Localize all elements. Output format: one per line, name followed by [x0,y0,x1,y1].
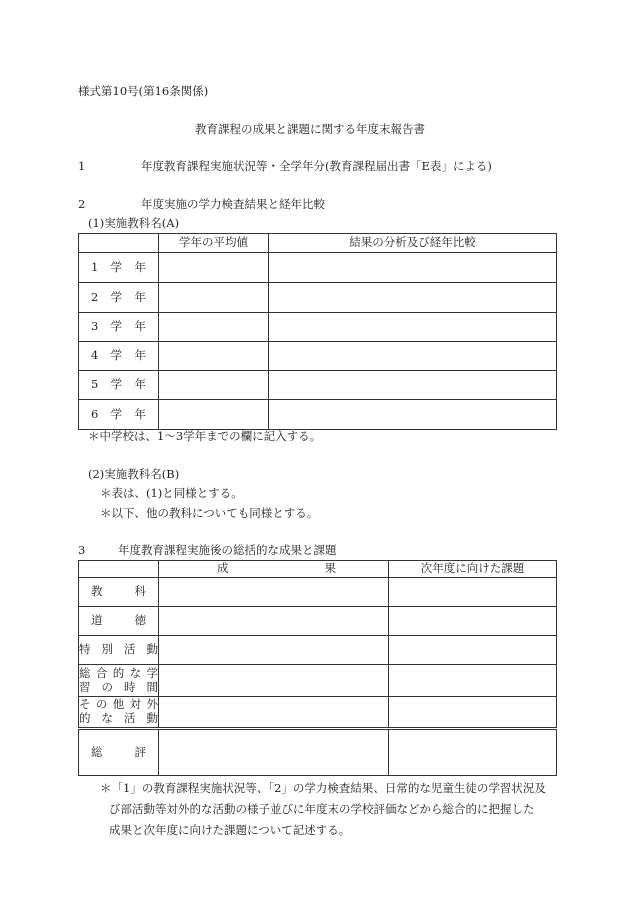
grade-label: 2 学 年 [91,289,146,304]
subject-b-label: (2)実施教科名(B) [88,467,180,481]
grade-average-cell[interactable] [159,400,269,430]
grade-analysis-cell[interactable] [269,313,557,342]
grade-row [79,400,557,430]
row-label-special-activities: 特別活動 [79,636,159,665]
grade-row [79,371,557,400]
summary-row-special-activities [79,636,557,665]
summary-note-line-3: 成果と次年度に向けた課題について記述する。 [109,823,351,837]
header-analysis: 結果の分析及び経年比較 [269,234,557,253]
grade-average-cell[interactable] [159,283,269,313]
grade-row [79,253,557,283]
summary-header-row [79,561,557,578]
summary-header-empty [79,561,159,578]
section2-text: 年度実施の学力検査結果と経年比較 [141,197,325,211]
junior-high-note: ＊中学校は、1〜3学年までの欄に記入する。 [88,429,322,443]
summary-note-line-2: び部活動等対外的な活動の様子並びに年度末の学校評価などから総合的に把握した [109,802,535,816]
grade-row [79,313,557,342]
section2-number: 2 [78,197,86,211]
results-cell[interactable] [159,697,389,729]
grade-label: 5 学 年 [91,377,146,392]
row-label-integrated-study: 総合的な学 習の時間 [79,665,159,697]
header-results: 成 果 [159,561,389,578]
section1-text: 年度教育課程実施状況等・全学年分(教育課程届出書「E表」による) [141,159,492,173]
grade-analysis-cell[interactable] [269,342,557,371]
results-cell[interactable] [159,607,389,636]
summary-row-overall [79,729,557,776]
next-year-cell[interactable] [389,578,557,607]
section3-number: 3 [78,543,86,557]
grade-average-cell[interactable] [159,313,269,342]
grade-label: 4 学 年 [91,348,146,363]
grade-row [79,342,557,371]
results-cell[interactable] [159,636,389,665]
subject-b-note-1: ＊表は、(1)と同様とする。 [100,486,243,500]
next-year-cell[interactable] [389,607,557,636]
next-year-cell[interactable] [389,665,557,697]
next-year-cell[interactable] [389,636,557,665]
grade-label: 6 学 年 [91,406,146,421]
grade-analysis-cell[interactable] [269,371,557,400]
summary-row-integrated-study [79,665,557,697]
subject-b-note-2: ＊以下、他の教科についても同様とする。 [100,506,319,520]
row-label-overall: 総 評 [91,744,146,759]
results-cell[interactable] [159,578,389,607]
subject-a-label: (1)実施教科名(A) [88,216,180,230]
summary-row-subject [79,578,557,607]
table-header-row [79,234,557,253]
results-cell[interactable] [159,729,389,776]
grade-row [79,283,557,313]
grade-label: 3 学 年 [91,319,146,334]
next-year-cell[interactable] [389,697,557,729]
grade-average-cell[interactable] [159,253,269,283]
grade-analysis-cell[interactable] [269,283,557,313]
row-label-external-activities: その他対外 的な活動 [79,697,159,729]
grade-average-cell[interactable] [159,342,269,371]
form-number: 様式第10号(第16条関係) [78,84,209,98]
grade-label: 1 学 年 [91,259,146,274]
row-label-subject: 教 科 [91,584,146,599]
summary-note-line-1: ＊「1」の教育課程実施状況等、「2」の学力検査結果、日常的な児童生徒の学習状況及 [100,781,546,795]
grade-analysis-cell[interactable] [269,253,557,283]
next-year-cell[interactable] [389,729,557,776]
results-cell[interactable] [159,665,389,697]
summary-note [100,778,555,841]
summary-row-moral [79,607,557,636]
header-grade-average: 学年の平均値 [159,234,269,253]
test-results-table [78,233,557,430]
header-empty-cell [79,234,159,253]
section3-text: 年度教育課程実施後の総括的な成果と課題 [118,543,337,557]
summary-table [78,560,557,776]
section1-number: 1 [78,159,86,173]
summary-row-external-activities [79,697,557,729]
row-label-moral: 道 徳 [91,613,146,628]
header-next-year-issues: 次年度に向けた課題 [389,561,557,578]
grade-average-cell[interactable] [159,371,269,400]
page-title: 教育課程の成果と課題に関する年度末報告書 [195,122,425,136]
grade-analysis-cell[interactable] [269,400,557,430]
